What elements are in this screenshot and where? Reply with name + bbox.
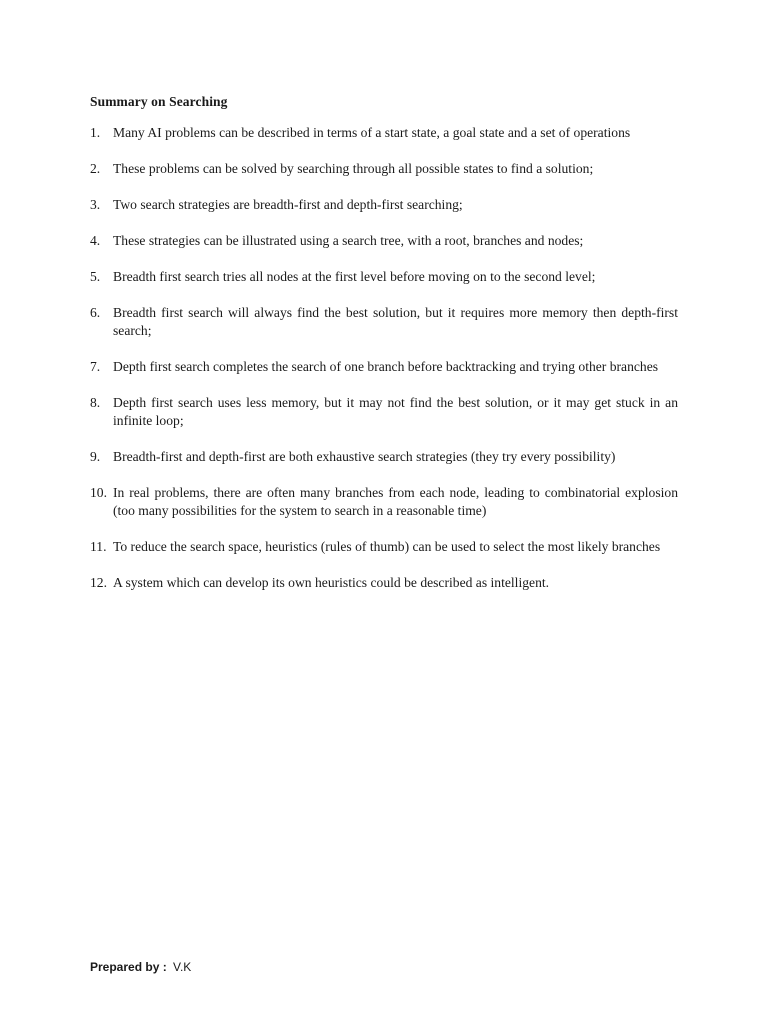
item-text: Breadth first search tries all nodes at the first level before moving on to the second level; (113, 269, 596, 284)
item-text: Depth first search uses less memory, but it may not find the best solution, or it may get stuck in an infinite loop; (113, 395, 678, 428)
item-text: Breadth first search will always find the best solution, but it requires more memory then depth-first search; (113, 305, 678, 338)
footer (90, 960, 191, 974)
list-item (90, 268, 678, 286)
list-item (90, 538, 678, 556)
list-item (90, 448, 678, 466)
list-item (90, 484, 678, 520)
item-text: Breadth-first and depth-first are both exhaustive search strategies (they try every possibility) (113, 449, 616, 464)
list-item (90, 358, 678, 376)
item-number: 11. (90, 539, 107, 554)
list-item (90, 574, 678, 592)
item-number: 4. (90, 233, 101, 248)
item-number: 10. (90, 485, 107, 500)
list-item (90, 394, 678, 430)
item-number: 1. (90, 125, 101, 140)
item-number: 8. (90, 395, 101, 410)
item-number: 3. (90, 197, 101, 212)
item-number: 9. (90, 449, 101, 464)
prepared-by-label: Prepared by : (90, 960, 167, 974)
author-name: V.K (173, 960, 192, 974)
page-title: Summary on Searching (90, 94, 228, 109)
list-item (90, 124, 678, 142)
item-text: A system which can develop its own heuristics could be described as intelligent. (113, 575, 550, 590)
item-number: 2. (90, 161, 101, 176)
item-text: To reduce the search space, heuristics (rules of thumb) can be used to select the most likely branches (113, 539, 661, 554)
item-number: 5. (90, 269, 101, 284)
item-number: 7. (90, 359, 101, 374)
item-text: These problems can be solved by searching through all possible states to find a solution; (113, 161, 594, 176)
item-text: In real problems, there are often many branches from each node, leading to combinatorial explosion (too many possibilities for the system to search in a reasonable time) (113, 485, 678, 518)
list-item (90, 304, 678, 340)
list-item (90, 196, 678, 214)
item-text: Two search strategies are breadth-first and depth-first searching; (113, 197, 463, 212)
item-number: 6. (90, 305, 101, 320)
list-item (90, 160, 678, 178)
item-number: 12. (90, 575, 107, 590)
item-text: These strategies can be illustrated using a search tree, with a root, branches and nodes; (113, 233, 584, 248)
list-item (90, 232, 678, 250)
item-text: Depth first search completes the search of one branch before backtracking and trying other branches (113, 359, 659, 374)
item-text: Many AI problems can be described in terms of a start state, a goal state and a set of operations (113, 125, 631, 140)
summary-list (90, 124, 678, 610)
